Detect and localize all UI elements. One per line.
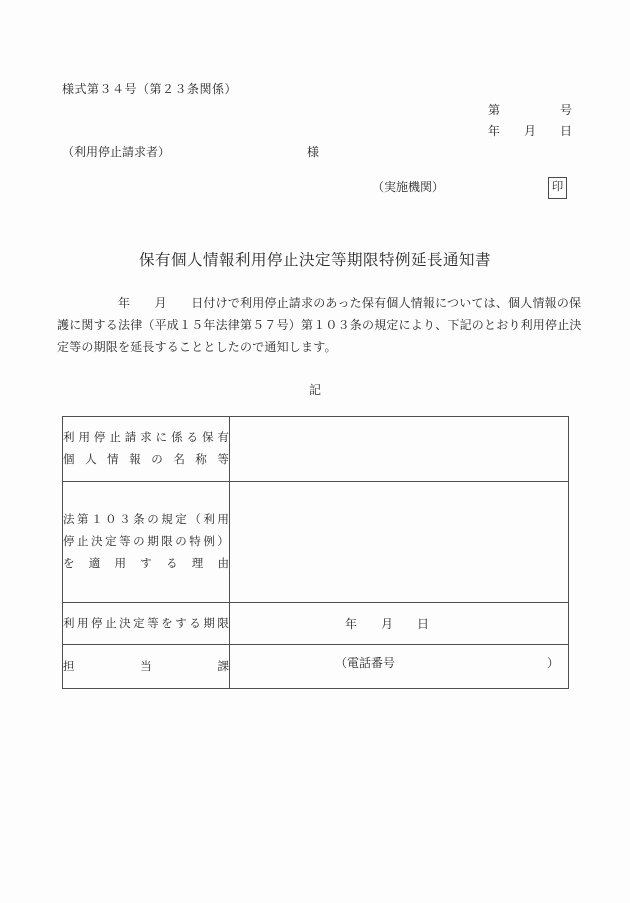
document-title: 保有個人情報利用停止決定等期限特例延長通知書 [138, 252, 491, 269]
phone-number-label: （電話番号 [335, 656, 396, 670]
phone-close-paren: ） [546, 656, 559, 670]
label-cell-department [63, 645, 230, 689]
form-number: 様式第３４号（第２３条関係） [62, 82, 238, 96]
body-line: 護に関する法律（平成１５年法律第５７号）第１０３条の規定により、下記のとおり利用停止決 [57, 318, 582, 332]
body-line: 年 月 日付けで利用停止請求のあった保有個人情報については、個人情報の保 [57, 296, 582, 310]
label-line: を 適 用 す る 理 由 [63, 558, 229, 570]
label-cell-held-info-name [63, 417, 230, 482]
label-line: 停 止 決 定 等 の 期 限 の 特 例 ） [63, 536, 229, 548]
table-row [63, 417, 569, 482]
record-marker: 記 [308, 383, 321, 397]
label-line: 利 用 停 止 請 求 に 係 る 保 有 [63, 432, 229, 444]
value-cell-deadline [230, 603, 569, 645]
addressee-label: （利用停止請求者） [62, 145, 171, 159]
value-cell-department [230, 645, 569, 689]
seal-box [548, 177, 567, 199]
value-cell-reason [230, 482, 569, 603]
label-cell-reason [63, 482, 230, 603]
value-cell-held-info-name [230, 417, 569, 482]
label-line: 個 人 情 報 の 名 称 等 [63, 454, 229, 466]
label-line: 利 用 停 止 決 定 等 を す る 期 限 [63, 617, 229, 630]
table-row [63, 645, 569, 689]
label-line: 法 第 １ ０ ３ 条 の 規 定 （ 利 用 [63, 514, 229, 526]
seal-character: 印 [551, 181, 564, 194]
issuer-label: （実施機関） [372, 180, 445, 194]
document-number-line: 第 号 [487, 103, 572, 117]
label-line: 担 当 課 [63, 660, 229, 673]
table-row [63, 482, 569, 603]
body-line: 定等の期限を延長することとしたので通知します。 [57, 340, 337, 354]
form-table [62, 416, 569, 689]
date-line: 年 月 日 [487, 124, 572, 138]
addressee-row [62, 143, 382, 160]
label-cell-deadline [63, 603, 230, 645]
table-row [63, 603, 569, 645]
phone-number-line [230, 654, 568, 679]
addressee-honorific: 様 [307, 145, 320, 159]
deadline-date-placeholder: 年 月 日 [345, 617, 430, 631]
body-paragraph [57, 292, 582, 358]
